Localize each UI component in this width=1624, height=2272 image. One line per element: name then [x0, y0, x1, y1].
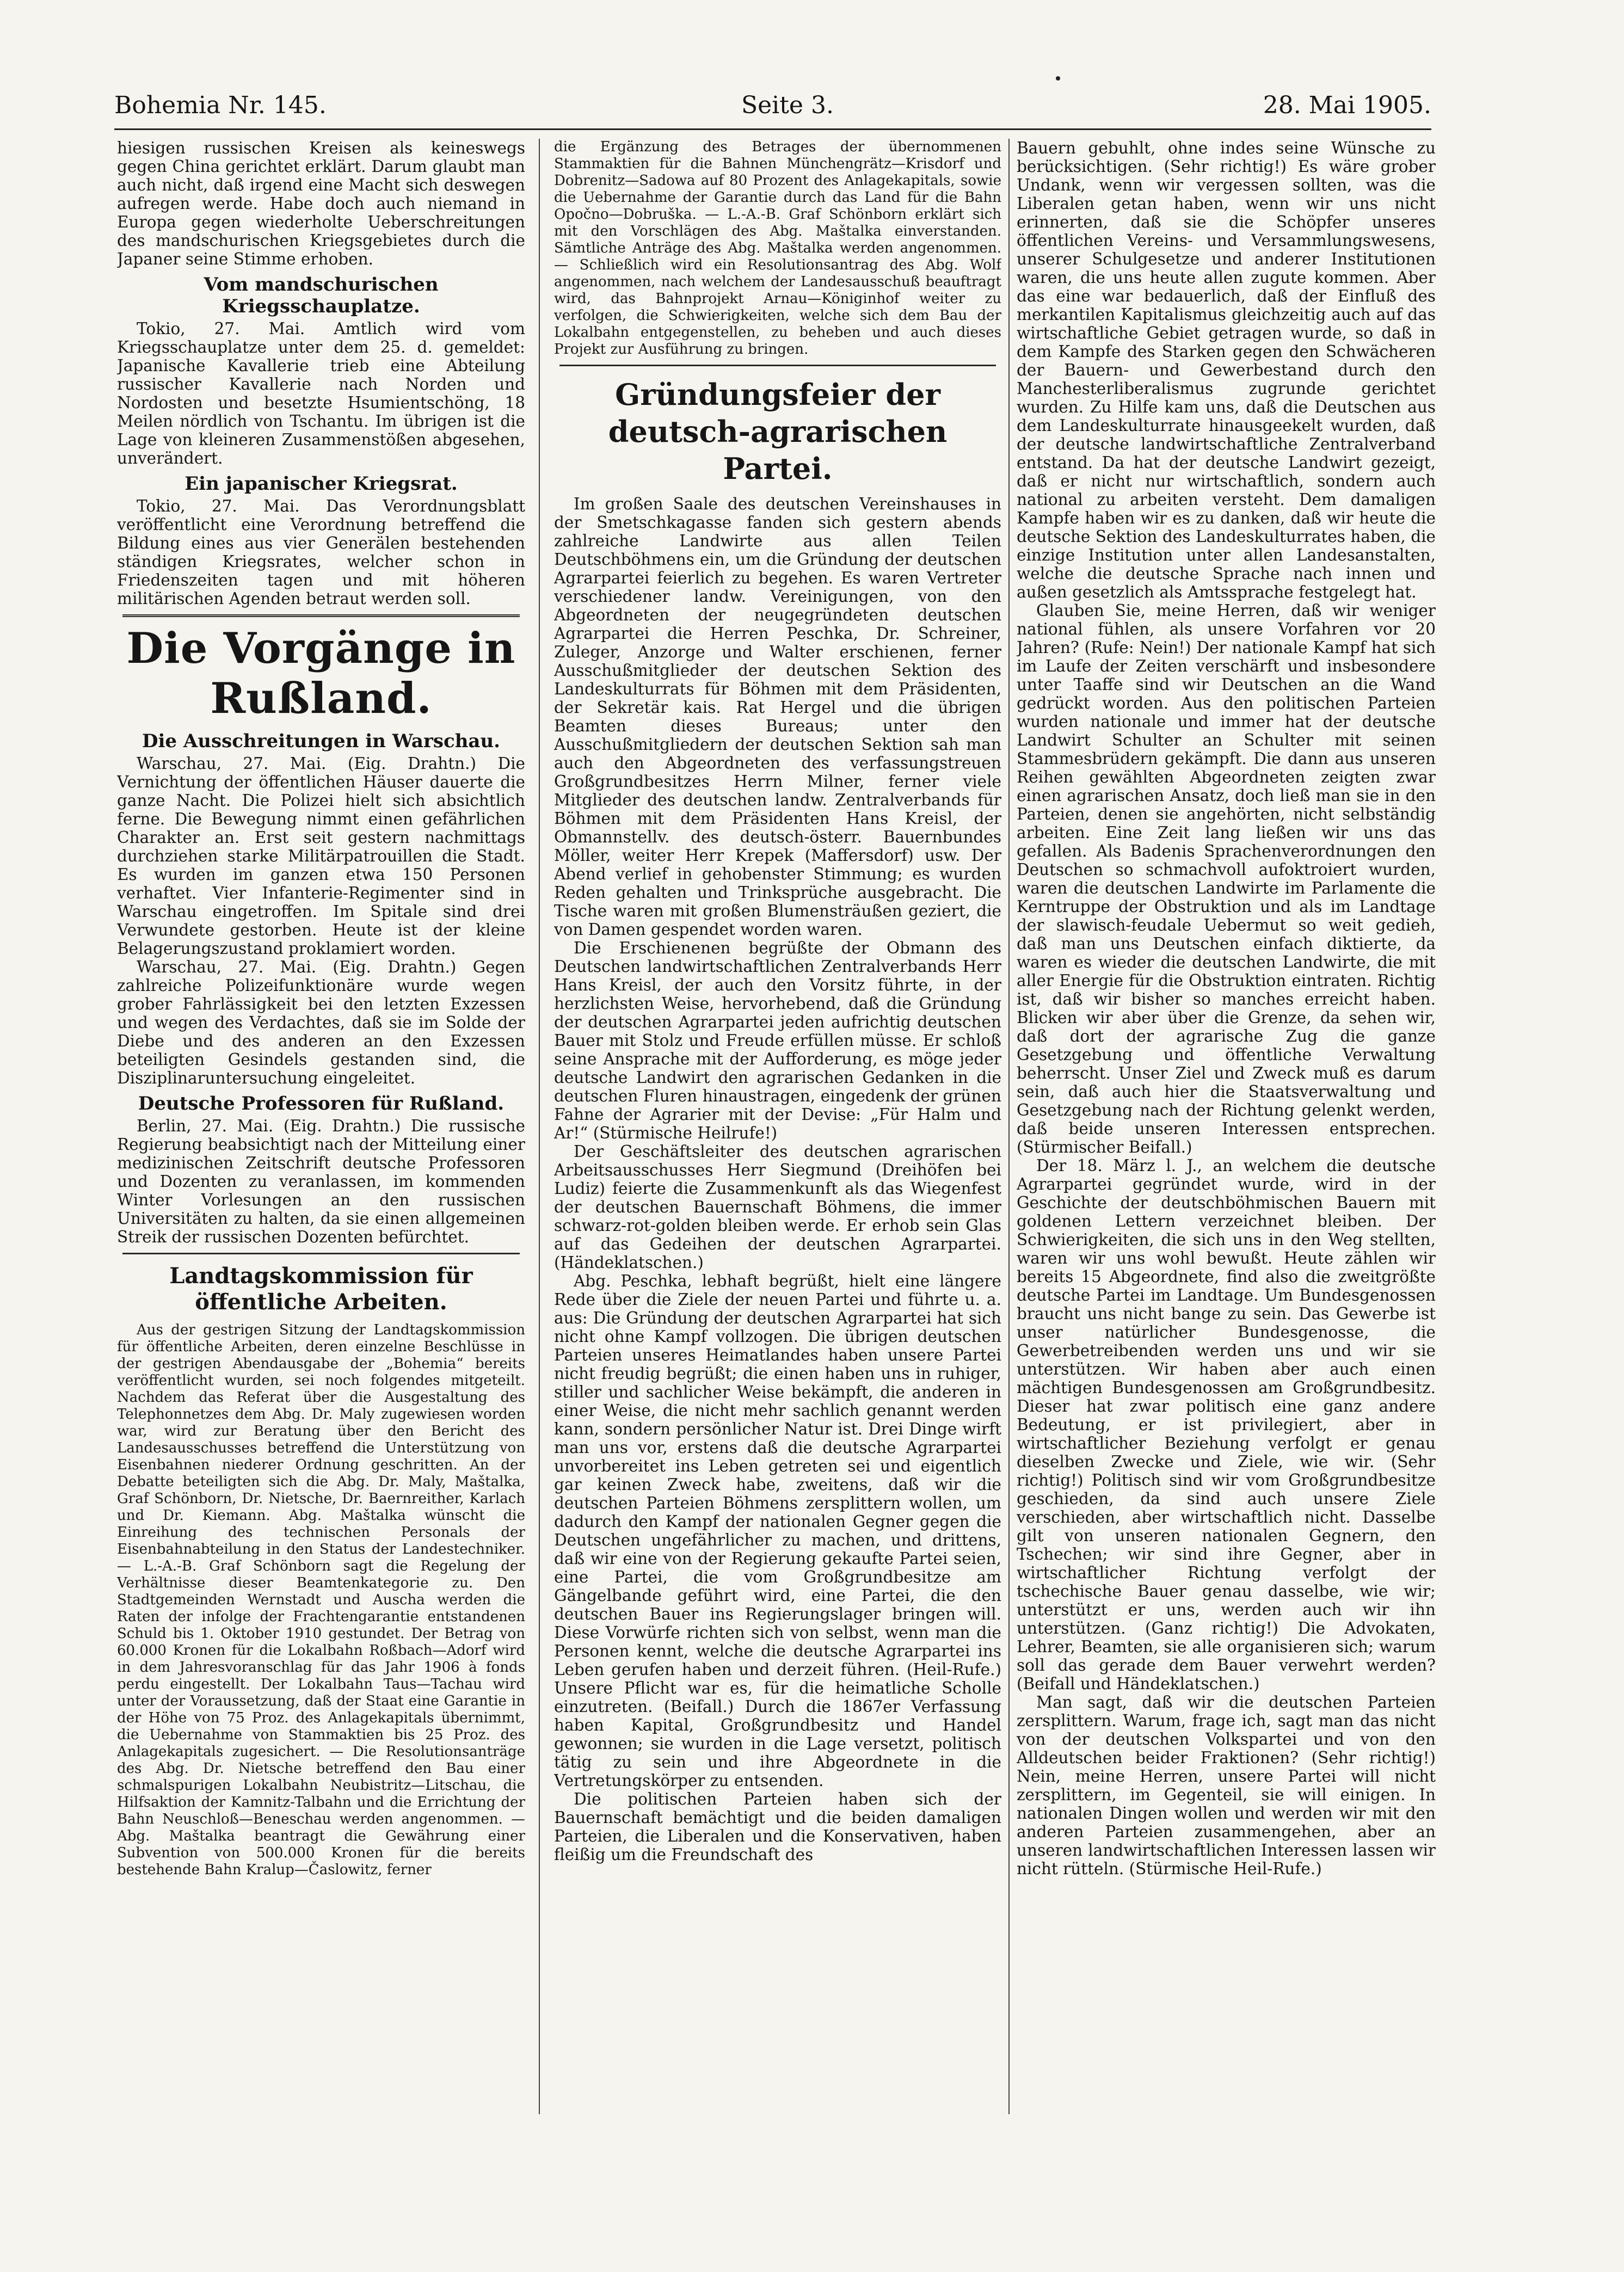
- dispatch-warschau-2: Warschau, 27. Mai. (Eig. Drahtn.) Gegen zahlreiche Polizeifunktionäre wurde wegen grober Fahrlässigkeit bei den letzten Exzessen und wegen des Verdachtes, daß sie im Solde der Diebe und des anderen an den Exzessen beteiligten Gesindels gestanden sind, die Disziplinaruntersuchung eingeleitet.: [117, 958, 525, 1087]
- dispatch-tokio-2: Tokio, 27. Mai. Das Verordnungsblatt veröffentlicht eine Verordnung betreffend die Bildung eines aus vier Generälen bestehenden ständigen Kriegsrates, welcher schon in Friedenszeiten tagen und mit höheren militärischen Agenden betraut werden soll.: [117, 497, 525, 608]
- header-rule: [114, 128, 1431, 130]
- paragraph: Die Erschienenen begrüßte der Obmann des Deutschen landwirtschaftlichen Zentralverbands Herr Hans Kreisl, der auch den Vorsitz führte, in der herzlichsten Weise, hervorhebend, daß die Gründung der deutschen Agrarpartei jeden aufrichtig deutschen Bauer mit Stolz und Freude erfüllen müsse. Er schloß seine Ansprache mit der Aufforderung, es möge jeder deutsche Landwirt den agrarischen Gedanken in die deutschen Fluren hinaustragen, eingedenk der grünen Fahne der Agrarier mit der Devise: „Für Halm und Ar!“ (Stürmische Heilrufe!): [554, 939, 1001, 1142]
- paragraph: Bauern gebuhlt, ohne indes seine Wünsche zu berücksichtigen. (Sehr richtig!) Es wäre grober Undank, wenn wir vergessen sollten, was die Liberalen getan haben, wenn wir uns nicht erinnerten, daß sie die Schöpfer unseres öffentlichen Vereins- und Versammlungswesens, unserer Schulgesetze und anderer Institutionen waren, die uns heute allen zugute kommen. Aber das eine war bedauerlich, daß der Einfluß des merkantilen Kapitalismus gleichzeitig auch auf das wirtschaftliche Gebiet getragen wurde, so daß in dem Kampfe des Starken gegen den Schwächeren der Bauern- und Gewerbestand durch den Manchesterliberalismus zugrunde gerichtet wurden. Zu Hilfe kam uns, daß die Deutschen aus dem Landeskulturrate hinausgeekelt wurden, daß der deutsche landwirtschaftliche Zentralverband entstand. Da hat der deutsche Landwirt gezeigt, daß er nicht nur wirtschaftlich, sondern auch national zu arbeiten versteht. Dem damaligen Kampfe haben wir es zu danken, daß wir heute die deutsche Sektion des Landeskulturrates haben, die einzige Institution unter allen Landesanstalten, welche die deutsche Sprache nach innen und außen gesetzlich als Amtssprache festgelegt hat.: [1017, 139, 1436, 601]
- dispatch-tokio-1: Tokio, 27. Mai. Amtlich wird vom Kriegsschauplatze unter dem 25. d. gemeldet: Japanische Kavallerie trieb eine Abteilung russischer Kavallerie nach Norden und Nordosten und besetzte Hsumientschöng, 18 Meilen nördlich von Tschantu. Im übrigen ist die Lage von kleineren Zusammenstößen abgesehen, unverändert.: [117, 319, 525, 467]
- headline-founding-celebration: Gründungsfeier der deutsch-agrarischen Partei.: [608, 377, 948, 486]
- article-landtag: Aus der gestrigen Sitzung der Landtagskommission für öffentliche Arbeiten, deren einzelne Beschlüsse in der gestrigen Abendausgabe der „Bohemia“ bereits veröffentlicht wurden, sei noch folgendes mitgeteilt. Nachdem das Referat über die Ausgestaltung des Telephonnetzes dem Abg. Dr. Maly zugewiesen worden war, wird zur Beratung über den Bericht des Landesausschusses betreffend die Unterstützung von Eisenbahnen niederer Ordnung geschritten. An der Debatte beteiligten sich die Abg. Dr. Maly, Maštalka, Graf Schönborn, Dr. Nietsche, Dr. Baernreither, Karlach und Dr. Kiemann. Abg. Maštalka wünscht die Einreihung des technischen Personals der Eisenbahnabteilung in den Status der Landestechniker. — L.-A.-B. Graf Schönborn sagt die Regelung der Verhältnisse dieser Beamtenkategorie zu. Den Stadtgemeinden Wernstadt und Auscha werden die Raten der infolge der Frachtengarantie entstandenen Schuld bis 1. Oktober 1910 gestundet. Der Betrag von 60.000 Kronen für die Lokalbahn Roßbach—Adorf wird in dem Jahresvoranschlag für das Jahr 1906 à fonds perdu eingestellt. Der Lokalbahn Taus—Tachau wird unter der Voraussetzung, daß der Staat eine Garantie in der Höhe von 75 Proz. des Anlagekapitals übernimmt, die Uebernahme von Stammaktien bis 25 Proz. des Anlagekapitals zugesichert. — Die Resolutionsanträge des Abg. Dr. Nietsche betreffend den Bau einer schmalspurigen Lokalbahn Neubistritz—Litschau, die Hilfsaktion der Kamnitz-Talbahn und die Errichtung der Bahn Neuschloß—Beneschau werden angenommen. — Abg. Maštalka beantragt die Gewährung einer Subvention von 500.000 Kronen für die bereits bestehende Bahn Kralup—Časlowitz, ferner: [117, 1322, 525, 1878]
- article-landtag-continued: die Ergänzung des Betrages der übernommenen Stammaktien für die Bahnen Münchengrätz—Krisdorf und Dobrenitz—Sadowa auf 80 Prozent des Anlagekapitals, sowie die Uebernahme der Garantie durch das Land für die Bahn Opočno—Dobruška. — L.-A.-B. Graf Schönborn erklärt sich mit den Vorschlägen des Abg. Maštalka einverstanden. Sämtliche Anträge des Abg. Maštalka werden angenommen. — Schließlich wird ein Resolutionsantrag des Abg. Wolf angenommen, nach welchem der Landesausschuß beauftragt wird, das Bahnprojekt Arnau—Königinhof weiter zu verfolgen, die Schwierigkeiten, welche sich dem Bau der Lokalbahn entgegenstellen, zu beheben und auch dieses Projekt zur Ausführung zu bringen.: [554, 139, 1001, 358]
- speck-mark: [1056, 76, 1060, 81]
- headline-landtag-commission: Landtagskommission für öffentliche Arbeiten.: [169, 1263, 473, 1315]
- paragraph: Die politischen Parteien haben sich der Bauernschaft bemächtigt und die beiden damaligen Parteien, die Liberalen und die Konservativen, haben fleißig um die Freundschaft des: [554, 1790, 1001, 1864]
- paragraph: Der 18. März l. J., an welchem die deutsche Agrarpartei gegründet wurde, wird in der Geschichte der deutschböhmischen Bauern mit goldenen Lettern verzeichnet bleiben. Der Schwierigkeiten, die sich uns in den Weg stellten, waren wir uns wohl bewußt. Heute zählen wir bereits 15 Abgeordnete, find also die zweitgrößte deutsche Partei im Landtage. Um Bundesgenossen braucht uns nicht bange zu sein. Das Gewerbe ist unser natürlicher Bundesgenosse, die Gewerbetreibenden werden uns und wir sie unterstützen. Wir haben aber auch einen mächtigen Bundesgenossen am Großgrundbesitz. Dieser hat zwar politisch eine ganz andere Bedeutung, er ist privilegiert, aber in wirtschaftlicher Beziehung verfolgt er genau dieselben Zwecke und Ziele, wie wir. (Sehr richtig!) Politisch sind wir vom Großgrundbesitze geschieden, da sind auch unsere Ziele verschieden, aber wirtschaftlich nicht. Dasselbe gilt von unseren nationalen Gegnern, den Tschechen; wir sind ihre Gegner, aber in wirtschaftlicher Richtung verfolgt der tschechische Bauer genau dasselbe, wie wir; unterstützt er uns, werden auch wir ihn unterstützen. (Ganz richtig!) Die Advokaten, Lehrer, Beamten, sie alle organisieren sich; warum soll das gerade dem Bauer verwehrt werden? (Beifall und Händeklatschen.): [1017, 1156, 1436, 1693]
- column-1: [117, 139, 525, 2120]
- section-rule: [559, 365, 996, 366]
- paragraph: Der Geschäftsleiter des deutschen agrarischen Arbeitsausschusses Herr Siegmund (Dreihöfen bei Ludiz) feierte die Zusammenkunft als das Wiegenfest der deutschen Bauernschaft Böhmens, die immer schwarz-rot-golden bleiben werde. Er erhob sein Glas auf das Gedeihen der deutschen Agrarpartei. (Händeklatschen.): [554, 1142, 1001, 1272]
- page-number: Seite 3.: [741, 91, 834, 119]
- column-3: [1017, 139, 1436, 2120]
- column-divider: [1008, 139, 1010, 2114]
- column-divider: [539, 139, 540, 2114]
- article-continuation: hiesigen russischen Kreisen als keineswegs gegen China gerichtet erklärt. Darum glaubt man auch nicht, daß irgend eine Macht sich deswegen aufregen werde. Habe doch auch niemand in Europa gegen wiederholte Ueberschreitungen des mandschurischen Kriegsgebietes durch die Japaner seine Stimme erhoben.: [117, 139, 525, 268]
- paragraph: Glauben Sie, meine Herren, daß wir weniger national fühlen, als unsere Vorfahren vor 20 Jahren? (Rufe: Nein!) Der nationale Kampf hat sich im Laufe der Zeiten verschärft und insbesondere unter Taaffe sind wir Deutschen an die Wand gedrückt worden. Aus den politischen Parteien wurden nationale und immer hat der deutsche Landwirt Schulter an Schulter mit seinen Stammesbrüdern gekämpft. Die dann aus unseren Reihen gewählten Abgeordneten zeigten zwar einen agrarischen Ansatz, doch ließ man sie in den Parteien, denen sie angehörten, nicht selbständig arbeiten. Eine Zeit lang ließen wir uns das gefallen. Als Badenis Sprachenverordnungen den Deutschen so schmachvoll aufoktroiert wurden, waren die deutschen Landwirte im Parlamente die Kerntruppe der Obstruktion und als im Landtage der slawisch-feudale Uebermut so weit gedieh, daß man uns Deutschen einfach diktierte, da waren es wieder die deutschen Landwirte, die mit aller Energie für die Obstruktion eintraten. Richtig ist, daß wir bisher so manches erreicht haben. Blicken wir aber über die Grenze, da sehen wir, daß dort der agrarische Zug die ganze Gesetzgebung und öffentliche Verwaltung beherrscht. Unser Ziel und Zweck muß es darum sein, daß auch hier die Staatsverwaltung und Gesetzgebung nach der Richtung gelenkt werden, daß beide unseren Interessen entsprechen. (Stürmischer Beifall.): [1017, 601, 1436, 1156]
- paragraph: Man sagt, daß wir die deutschen Parteien zersplittern. Warum, frage ich, sagt man das nicht von der deutschen Volkspartei und von den Alldeutschen beider Fraktionen? (Sehr richtig!) Nein, meine Herren, unsere Partei will nicht zersplittern, im Gegenteil, sie will einigen. In nationalen Dingen wollen und werden wir mit den anderen Parteien zusammengehen, aber an unseren landwirtschaftlichen Interessen lassen wir nicht rütteln. (Stürmische Heil-Rufe.): [1017, 1693, 1436, 1878]
- dispatch-warschau-1: Warschau, 27. Mai. (Eig. Drahtn.) Die Vernichtung der öffentlichen Häuser dauerte die ganze Nacht. Die Polizei hielt sich absichtlich ferne. Die Bewegung nimmt einen gefährlichen Charakter an. Erst seit gestern nachmittags durchziehen starke Militärpatrouillen die Stadt. Es wurden im ganzen etwa 150 Personen verhaftet. Vier Infanterie-Regimenter sind in Warschau eingetroffen. Im Spitale sind drei Verwundete gestorben. Heute ist der kleine Belagerungszustand proklamiert worden.: [117, 754, 525, 958]
- column-2: [554, 139, 1001, 2120]
- headline-manchurian-war: Vom mandschurischen Kriegsschauplatze.: [204, 274, 439, 317]
- issue-label: Bohemia Nr. 145.: [114, 91, 327, 119]
- dispatch-berlin: Berlin, 27. Mai. (Eig. Drahtn.) Die russische Regierung beabsichtigt nach der Mitteilung einer medizinischen Zeitschrift deutsche Professoren und Dozenten zu veranlassen, im kommenden Winter Vorlesungen an den russischen Universitäten zu halten, da sie einen allgemeinen Streik der russischen Dozenten befürchtet.: [117, 1117, 525, 1246]
- issue-date: 28. Mai 1905.: [1263, 91, 1431, 119]
- section-rule: [122, 1253, 520, 1254]
- page-header: [114, 91, 1431, 130]
- section-rule: [122, 614, 520, 617]
- headline-professors: Deutsche Professoren für Rußland.: [138, 1093, 505, 1115]
- headline-war-council: Ein japanischer Kriegsrat.: [184, 473, 458, 495]
- headline-warsaw: Die Ausschreitungen in Warschau.: [142, 730, 501, 752]
- paragraph: Im großen Saale des deutschen Vereinshauses in der Smetschkagasse fanden sich gestern abends zahlreiche Landwirte aus allen Teilen Deutschböhmens ein, um die Gründung der deutschen Agrarpartei feierlich zu begehen. Es waren Vertreter verschiedener landw. Vereinigungen, von den Abgeordneten der neugegründeten deutschen Agrarpartei die Herren Peschka, Dr. Schreiner, Zuleger, Anzorge und Walter erschienen, ferner Ausschußmitglieder der deutschen Sektion des Landeskulturrats für Böhmen mit dem Präsidenten, der Sekretär kais. Rat Hergel und die übrigen Beamten dieses Bureaus; unter den Ausschußmitgliedern der deutschen Sektion sah man auch den Abgeordneten des verfassungstreuen Großgrundbesitzes Herrn Milner, ferner viele Mitglieder des deutschen landw. Zentralverbands für Böhmen mit dem Präsidenten Hans Kreisl, der Obmannstellv. des deutsch-österr. Bauernbundes Möller, weiter Herr Krepek (Maffersdorf) usw. Der Abend verlief in gehobenster Stimmung; es wurden Reden gehalten und Trinksprüche ausgebracht. Die Tische waren mit großen Blumensträußen geziert, die von Damen gespendet worden waren.: [554, 495, 1001, 939]
- paragraph: Abg. Peschka, lebhaft begrüßt, hielt eine längere Rede über die Ziele der neuen Partei und führte u. a. aus: Die Gründung der deutschen Agrarpartei hat sich nicht ohne Kampf vollzogen. Die übrigen deutschen Parteien unseres Heimatlandes haben unsere Partei nicht freudig begrüßt; die einen haben uns in ruhiger, stiller und sachlicher Weise bekämpft, die anderen in einer Weise, die nicht mehr sachlich genannt werden kann, sondern persönlicher Natur ist. Drei Dinge wirft man uns vor, erstens daß die deutsche Agrarpartei unvorbereitet ins Leben getreten sei und eigentlich gar keinen Zweck habe, zweitens, daß wir die deutschen Parteien Böhmens zersplittern wollen, um dadurch den Kampf der nationalen Gegner gegen die Deutschen ungefährlicher zu machen, und drittens, daß wir eine von der Regierung gekaufte Partei seien, eine Partei, die vom Großgrundbesitze am Gängelbande geführt wird, eine Partei, die den deutschen Bauer ins Regierungslager bringen will. Diese Vorwürfe richten sich von selbst, wenn man die Personen kennt, welche die deutsche Agrarpartei ins Leben gerufen haben und derzeit führen. (Heil-Rufe.) Unsere Pflicht war es, für die heimatliche Scholle einzutreten. (Beifall.) Durch die 1867er Verfassung haben Kapital, Großgrundbesitz und Handel gewonnen; sie wurden in die Lage versetzt, politisch tätig zu sein und ihre Abgeordnete in die Vertretungskörper zu entsenden.: [554, 1272, 1001, 1790]
- headline-russia: Die Vorgänge in Rußland.: [126, 624, 516, 723]
